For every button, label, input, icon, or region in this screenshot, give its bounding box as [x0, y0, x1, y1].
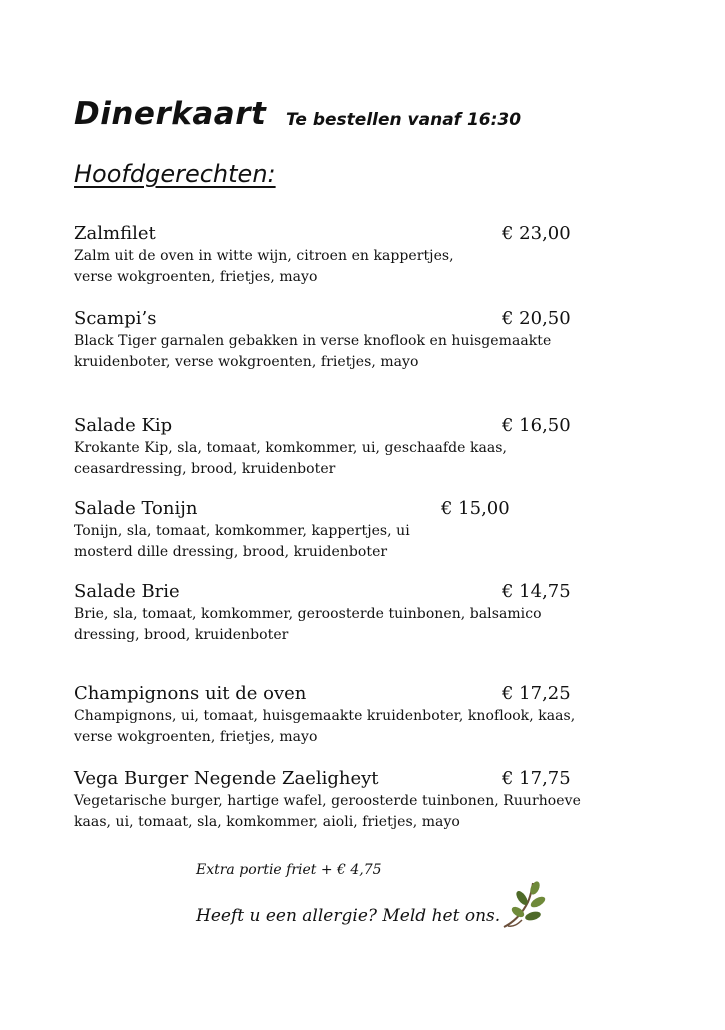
item-description-line: kruidenboter, verse wokgroenten, frietjes, mayo: [74, 354, 419, 370]
item-description-line: Tonijn, sla, tomaat, komkommer, kappertjes, ui: [74, 523, 410, 539]
item-price: € 17,25: [502, 683, 571, 704]
item-description-line: verse wokgroenten, frietjes, mayo: [74, 729, 318, 745]
item-description-line: verse wokgroenten, frietjes, mayo: [74, 269, 318, 285]
menu-title: Dinerkaart: [74, 96, 267, 132]
item-name: Scampi’s: [74, 308, 157, 329]
item-name: Salade Brie: [74, 581, 180, 602]
item-name: Champignons uit de oven: [74, 683, 307, 704]
item-price: € 23,00: [502, 223, 571, 244]
item-description-line: dressing, brood, kruidenboter: [74, 627, 289, 643]
menu-item-scampis: [74, 307, 594, 373]
item-price: € 15,00: [441, 498, 510, 519]
item-name: Zalmfilet: [74, 223, 156, 244]
menu-item-champignons: [74, 682, 594, 748]
item-description-line: Vegetarische burger, hartige wafel, geroosterde tuinbonen, Ruurhoeve: [74, 793, 581, 809]
menu-item-salade-kip: [74, 414, 594, 480]
section-title-main-courses: Hoofdgerechten:: [74, 160, 276, 188]
item-price: € 17,75: [502, 768, 571, 789]
item-name: Vega Burger Negende Zaeligheyt: [74, 768, 379, 789]
extra-fries-note: Extra portie friet + € 4,75: [196, 862, 382, 878]
item-description-line: Champignons, ui, tomaat, huisgemaakte kruidenboter, knoflook, kaas,: [74, 708, 576, 724]
item-description-line: Brie, sla, tomaat, komkommer, geroosterde tuinbonen, balsamico: [74, 606, 542, 622]
item-description-line: ceasardressing, brood, kruidenboter: [74, 461, 336, 477]
item-price: € 20,50: [502, 308, 571, 329]
item-price: € 16,50: [502, 415, 571, 436]
menu-item-salade-tonijn: [74, 497, 594, 563]
item-description-line: kaas, ui, tomaat, sla, komkommer, aioli, frietjes, mayo: [74, 814, 460, 830]
item-description-line: Krokante Kip, sla, tomaat, komkommer, ui, geschaafde kaas,: [74, 440, 508, 456]
menu-item-zalmfilet: [74, 222, 594, 288]
item-name: Salade Kip: [74, 415, 173, 436]
menu-item-salade-brie: [74, 580, 594, 646]
item-description-line: Black Tiger garnalen gebakken in verse knoflook en huisgemaakte: [74, 333, 552, 349]
item-description-line: mosterd dille dressing, brood, kruidenboter: [74, 544, 388, 560]
item-price: € 14,75: [502, 581, 571, 602]
item-name: Salade Tonijn: [74, 498, 198, 519]
menu-item-vega-burger: [74, 767, 594, 833]
order-time-note: Te bestellen vanaf 16:30: [286, 110, 522, 130]
allergy-note: Heeft u een allergie? Meld het ons.: [196, 906, 501, 926]
leaf-sprig-icon: [500, 880, 546, 930]
item-description-line: Zalm uit de oven in witte wijn, citroen en kappertjes,: [74, 248, 454, 264]
